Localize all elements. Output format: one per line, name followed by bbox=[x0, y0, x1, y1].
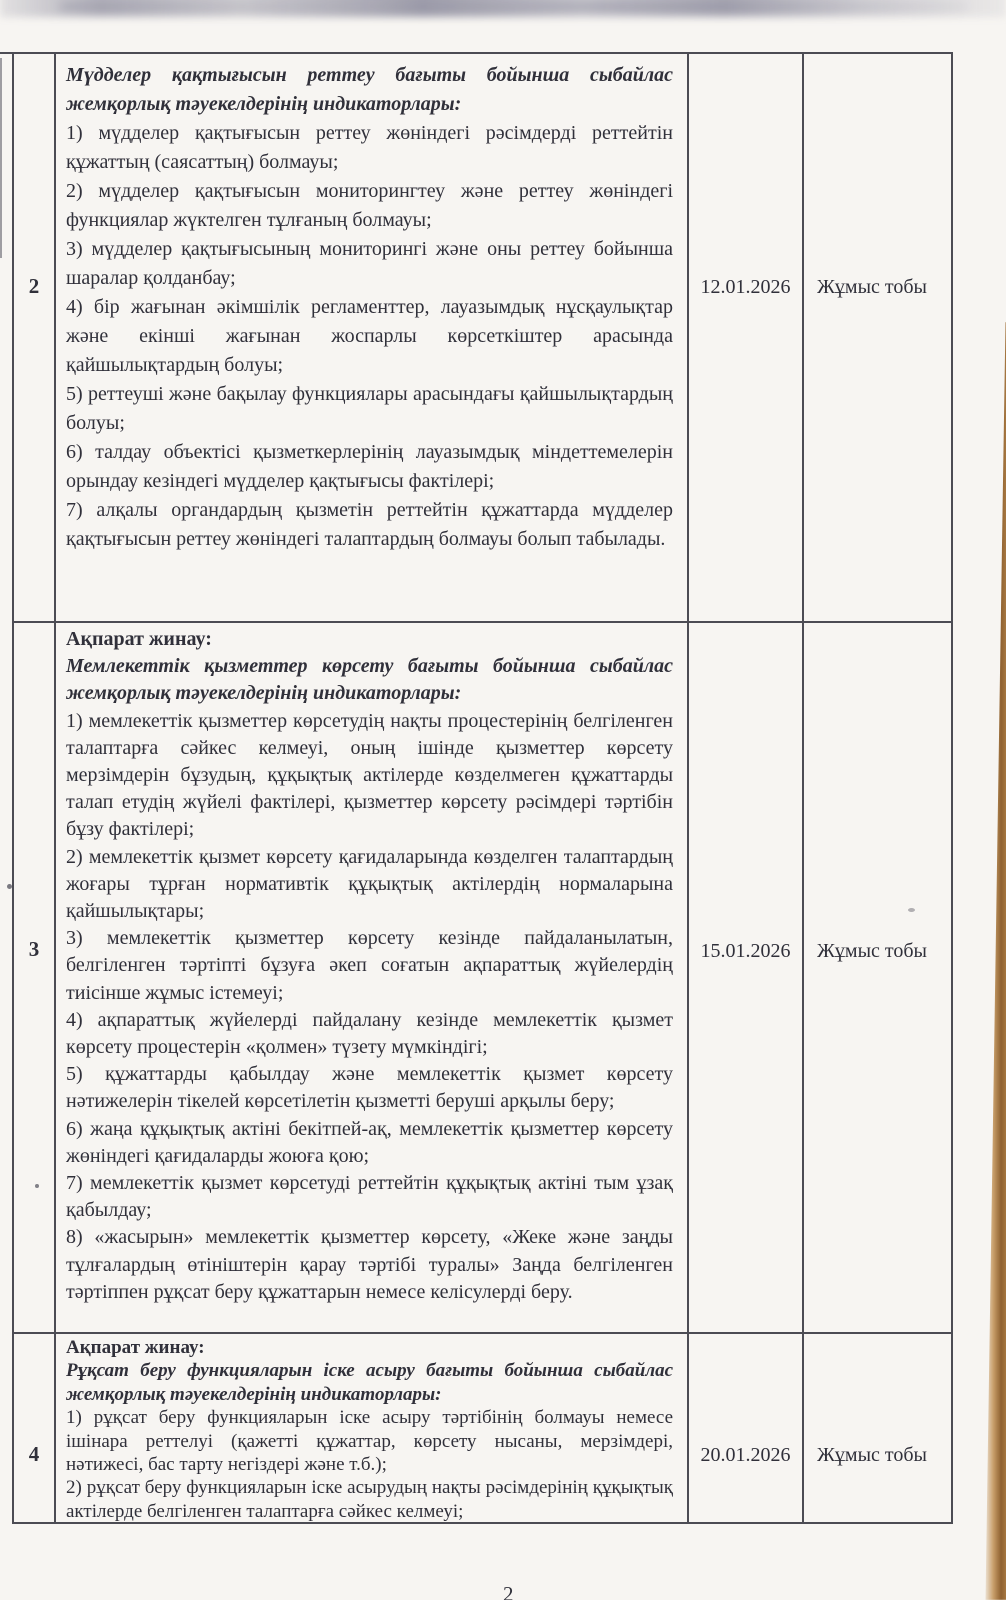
indicator-item: 5) реттеуші және бақылау функциялары арасындағы қайшылықтардың болуы; bbox=[66, 383, 673, 434]
responsible-cell: Жұмыс тобы bbox=[817, 276, 927, 298]
indicator-item: 6) талдау объектісі қызметкерлерінің лауазымдық міндеттемелерін орындау кезіндегі мүдделер қақтығысы фактілері; bbox=[66, 441, 673, 492]
ink-speck bbox=[7, 884, 12, 889]
indicator-item: 7) алқалы органдардың қызметін реттейтін құжаттарда мүдделер қақтығысын реттеу жөніндегі талаптардың болмауы болып табылады. bbox=[66, 499, 673, 550]
section-lead: Ақпарат жинау: bbox=[66, 1337, 205, 1358]
responsible-cell: Жұмыс тобы bbox=[817, 940, 927, 962]
indicator-item: 2) мемлекеттік қызмет көрсету қағидаларында көзделген талаптардың жоғары тұрған нормативтік құқықтық актілердің нормаларына қайшылықтары; bbox=[66, 845, 673, 923]
page-number: 2 bbox=[503, 1582, 514, 1600]
responsible-cell: Жұмыс тобы bbox=[817, 1444, 927, 1466]
indicator-item: 8) «жасырын» мемлекеттік қызметтер көрсету, «Жеке және заңды тұлғалардың өтініштерін қарау тәртібі туралы» Заңда белгіленген тәртіппен рұқсат беру құжаттарын немесе келісулерді беру. bbox=[66, 1226, 673, 1303]
row-number: 3 bbox=[14, 623, 56, 1332]
risk-table bbox=[12, 52, 953, 1524]
table-row bbox=[14, 54, 951, 623]
indicator-item: 5) құжаттарды қабылдау және мемлекеттік қызмет көрсету нәтижелерін тікелей көрсетілетін қызметті беруші арқылы беру; bbox=[66, 1063, 673, 1113]
scan-smudge-artifact bbox=[0, 0, 1006, 17]
indicator-item: 2) мүдделер қақтығысын мониторингтеу және реттеу жөніндегі функциялар жүктелген тұлғаның болмауы; bbox=[66, 180, 673, 231]
indicator-item: 3) мүдделер қақтығысының мониторингі және оны реттеу бойынша шаралар қолданбау; bbox=[66, 238, 673, 289]
indicators-cell bbox=[56, 54, 689, 621]
indicators-heading: Мүдделер қақтығысын реттеу бағыты бойынша сыбайлас жемқорлық тәуекелдерінің индикаторлары: bbox=[66, 64, 673, 115]
ink-speck bbox=[908, 908, 915, 912]
section-lead: Ақпарат жинау: bbox=[66, 628, 212, 650]
date-cell: 12.01.2026 bbox=[689, 54, 804, 621]
indicator-item: 4) ақпараттық жүйелерді пайдалану кезінде мемлекеттік қызмет көрсету процестерін «қолмен» түзету мүмкіндігі; bbox=[66, 1008, 673, 1059]
indicator-item: 6) жаңа құқықтық актіні бекітпей-ақ, мемлекеттік қызметтер көрсету жөніндегі қағидаларды жоюға қою; bbox=[66, 1117, 673, 1167]
indicator-item: 7) мемлекеттік қызмет көрсетуді реттейтін құқықтық актіні тым ұзақ қабылдау; bbox=[66, 1172, 673, 1222]
indicator-item: 3) мемлекеттік қызметтер көрсету кезінде пайдаланылатын, белгіленген тәртіпті бұзуға әкеп соғатын ақпараттық жүйелердің тиісінше жұмыс істемеуі; bbox=[66, 927, 673, 1004]
indicators-heading: Мемлекеттік қызметтер көрсету бағыты бойынша сыбайлас жемқорлық тәуекелдерінің индикаторлары: bbox=[66, 655, 673, 705]
indicator-item: 2) рұқсат беру функцияларын іске асырудың нақты рәсімдерінің құқықтық актілерде белгіленген талаптарға сәйкес келмеуі; bbox=[66, 1477, 673, 1522]
indicators-heading: Рұқсат беру функцияларын іске асыру бағыты бойынша сыбайлас жемқорлық тәуекелдерінің индикаторлары: bbox=[66, 1360, 673, 1405]
indicator-item: 1) мүдделер қақтығысын реттеу жөніндегі рәсімдерді реттейтін құжаттың (саясаттың) болмауы; bbox=[66, 122, 673, 173]
indicator-item: 4) бір жағынан әкімшілік регламенттер, лауазымдық нұсқаулықтар және екінші жағынан жоспарлы көрсеткіштер арасында қайшылықтардың болуы; bbox=[66, 296, 673, 376]
date-cell: 15.01.2026 bbox=[689, 623, 804, 1332]
table-row bbox=[14, 1334, 951, 1522]
date-cell: 20.01.2026 bbox=[689, 1334, 804, 1522]
indicator-item: 1) мемлекеттік қызметтер көрсетудің нақты процестерінің белгіленген талаптарға сәйкес келмеуі, оның ішінде қызметтер көрсету мерзімдерін бұзудың, құқықтық актілерде көзделмеген құжаттарды талап етудің жүйелі фактілері, қызметтер көрсету рәсімдері тәртібін бұзу фактілері; bbox=[66, 709, 673, 841]
indicators-cell bbox=[56, 623, 689, 1332]
row-number: 4 bbox=[14, 1334, 56, 1522]
ink-speck bbox=[35, 1184, 39, 1188]
row-number: 2 bbox=[14, 54, 56, 621]
table-row bbox=[14, 623, 951, 1334]
binding-edge-artifact bbox=[983, 322, 1006, 1600]
indicator-item: 1) рұқсат беру функцияларын іске асыру тәртібінің болмауы немесе ішінара реттелуі (қажетті құжаттар, көрсету нысаны, мерзімдері, нәтижесі, бас тарту негіздері және т.б.); bbox=[66, 1407, 673, 1476]
indicators-cell bbox=[56, 1334, 689, 1522]
